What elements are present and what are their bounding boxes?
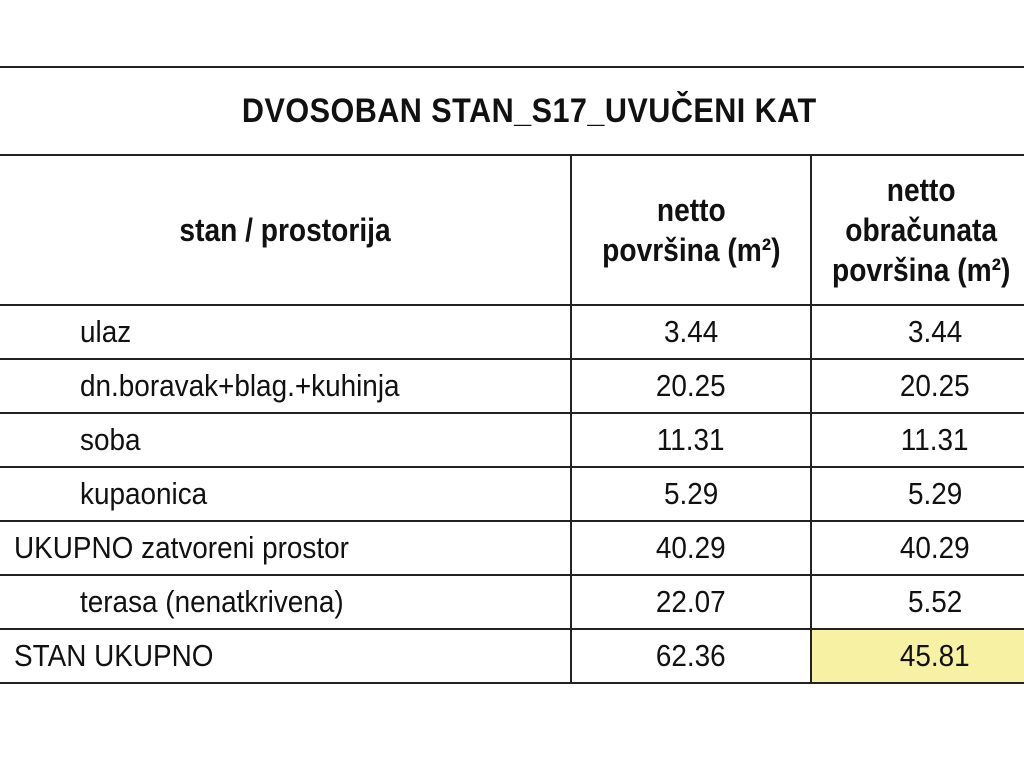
table-row bbox=[0, 359, 1024, 413]
net-area-value: 11.31 bbox=[657, 422, 725, 457]
table-row bbox=[0, 575, 1024, 629]
header-net-line-1: netto bbox=[656, 192, 726, 228]
table-row bbox=[0, 413, 1024, 467]
room-name-cell bbox=[0, 575, 571, 629]
header-row bbox=[0, 155, 1024, 305]
room-name-cell bbox=[0, 521, 571, 575]
net-area-value: 22.07 bbox=[656, 584, 726, 619]
header-room-label: stan / prostorija bbox=[179, 212, 391, 248]
room-name: ulaz bbox=[80, 314, 132, 349]
net-area-value: 40.29 bbox=[656, 530, 726, 565]
table-row bbox=[0, 521, 1024, 575]
calc-area-cell bbox=[811, 413, 1024, 467]
net-area-cell bbox=[571, 359, 811, 413]
room-name-cell bbox=[0, 467, 571, 521]
calc-area-value: 5.29 bbox=[907, 476, 963, 511]
table-row bbox=[0, 467, 1024, 521]
header-room bbox=[0, 155, 571, 305]
room-name-cell bbox=[0, 359, 571, 413]
calc-area-cell bbox=[811, 305, 1024, 359]
room-name-cell bbox=[0, 305, 571, 359]
calc-area-cell bbox=[811, 467, 1024, 521]
room-name: STAN UKUPNO bbox=[14, 638, 214, 673]
header-net-line-2: površina (m²) bbox=[601, 232, 781, 268]
header-calc-area-label bbox=[832, 170, 1010, 290]
net-area-cell bbox=[571, 521, 811, 575]
table-row bbox=[0, 629, 1024, 683]
net-area-value: 20.25 bbox=[656, 368, 726, 403]
room-name: kupaonica bbox=[80, 476, 208, 511]
net-area-cell bbox=[571, 467, 811, 521]
calc-area-value: 11.31 bbox=[901, 422, 969, 457]
room-name: UKUPNO zatvoreni prostor bbox=[14, 530, 349, 565]
calc-area-cell bbox=[811, 629, 1024, 683]
header-calc-line-3: površina (m²) bbox=[832, 252, 1011, 288]
room-name-cell bbox=[0, 413, 571, 467]
header-calc-line-2: obračunata bbox=[845, 212, 998, 248]
table-title bbox=[0, 67, 1024, 155]
room-name: soba bbox=[80, 422, 141, 457]
net-area-value: 3.44 bbox=[663, 314, 719, 349]
room-name-cell bbox=[0, 629, 571, 683]
calc-area-value: 3.44 bbox=[907, 314, 963, 349]
room-name: dn.boravak+blag.+kuhinja bbox=[80, 368, 400, 403]
room-name: terasa (nenatkrivena) bbox=[80, 584, 344, 619]
table-row bbox=[0, 305, 1024, 359]
calc-area-value: 5.52 bbox=[907, 584, 963, 619]
area-table bbox=[0, 66, 1024, 684]
net-area-cell bbox=[571, 413, 811, 467]
net-area-cell bbox=[571, 305, 811, 359]
net-area-value: 62.36 bbox=[656, 638, 726, 673]
net-area-value: 5.29 bbox=[663, 476, 719, 511]
calc-area-cell bbox=[811, 359, 1024, 413]
calc-area-cell bbox=[811, 575, 1024, 629]
table-title-text: DVOSOBAN STAN_S17_UVUČENI KAT bbox=[241, 91, 817, 130]
net-area-cell bbox=[571, 575, 811, 629]
header-calc-area bbox=[811, 155, 1024, 305]
calc-area-value: 40.29 bbox=[900, 530, 970, 565]
calc-area-cell bbox=[811, 521, 1024, 575]
table-body bbox=[0, 305, 1024, 683]
header-net-area-label bbox=[602, 190, 780, 270]
calc-area-value: 20.25 bbox=[900, 368, 970, 403]
title-row bbox=[0, 67, 1024, 155]
net-area-cell bbox=[571, 629, 811, 683]
calc-area-value: 45.81 bbox=[900, 638, 970, 673]
header-calc-line-1: netto bbox=[886, 172, 956, 208]
header-net-area bbox=[571, 155, 811, 305]
